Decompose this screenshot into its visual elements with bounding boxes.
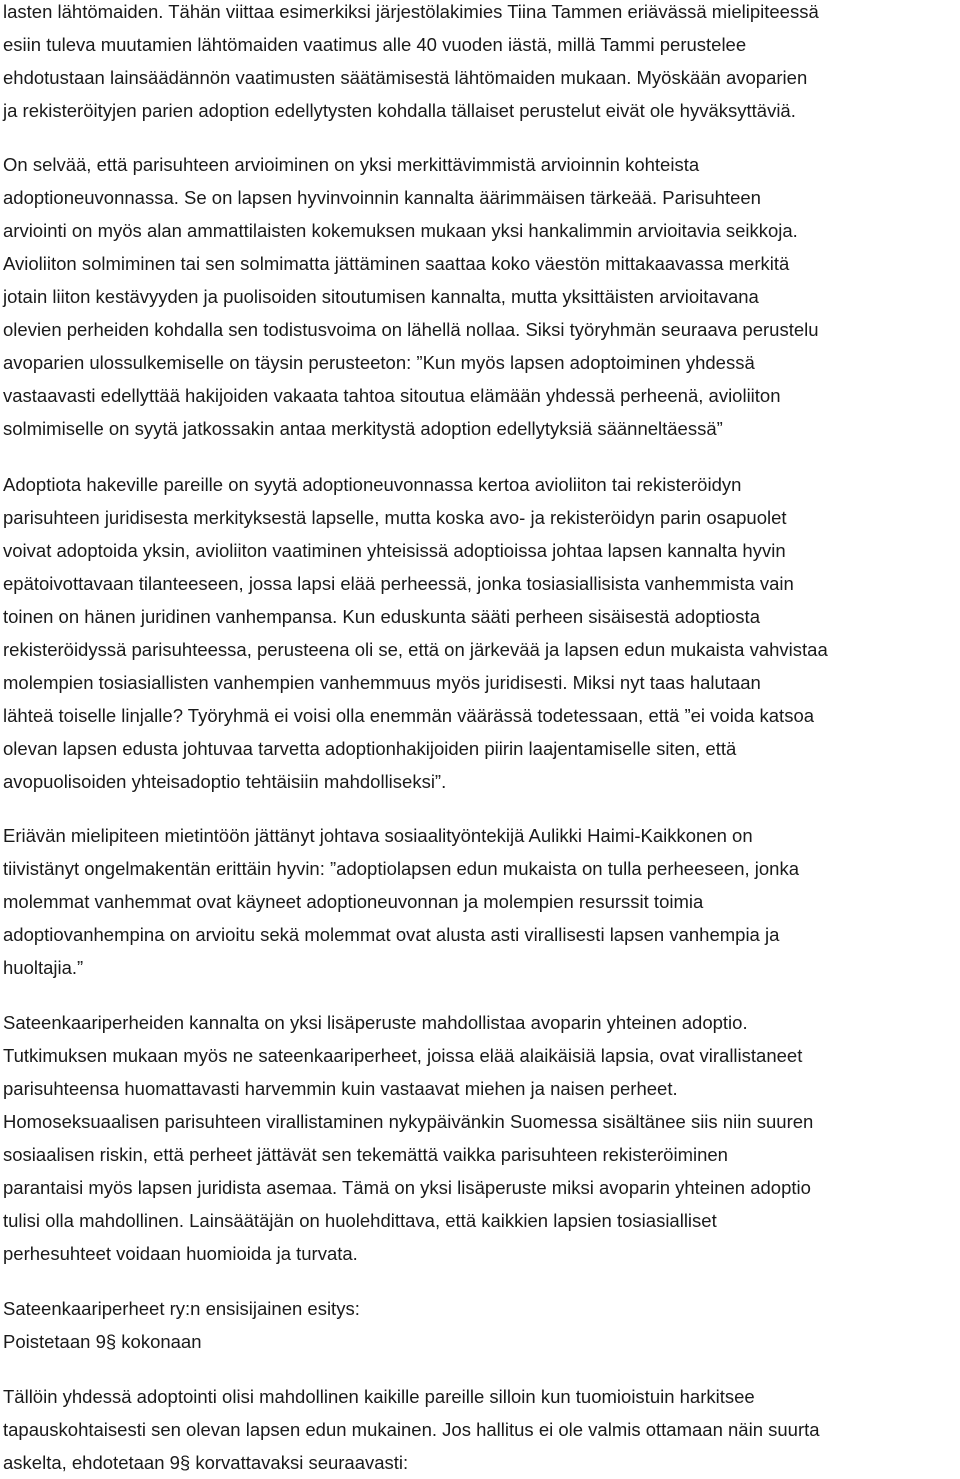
text-line: perhesuhteet voidaan huomioida ja turvata. <box>3 1243 358 1264</box>
text-line: solmimiselle on syytä jatkossakin antaa merkitystä adoption edellytyksiä säänneltäessä” <box>3 418 723 439</box>
text-line: ehdotustaan lainsäädännön vaatimusten säätämisestä lähtömaiden mukaan. Myöskään avoparien <box>3 67 808 88</box>
text-line: huoltajia.” <box>3 957 84 978</box>
text-line: Tällöin yhdessä adoptointi olisi mahdollinen kaikille pareille silloin kun tuomioistuin harkitsee <box>3 1386 755 1407</box>
text-line: askelta, ehdotetaan 9§ korvattavaksi seuraavasti: <box>3 1452 409 1473</box>
text-line: jotain liiton kestävyyden ja puolisoiden sitoutumisen kannalta, mutta yksittäisten arvioitavana <box>3 286 759 307</box>
text-line: tulisi olla mahdollinen. Lainsäätäjän on huolehdittava, että kaikkien lapsien tosiasialliset <box>3 1210 717 1231</box>
text-line: lasten lähtömaiden. Tähän viittaa esimerkiksi järjestölakimies Tiina Tammen eriävässä mielipiteessä <box>3 1 819 22</box>
text-line: parisuhteen juridisesta merkityksestä lapselle, mutta koska avo- ja rekisteröidyn parin osapuolet <box>3 507 787 528</box>
text-line: adoptiovanhempina on arvioitu sekä molemmat ovat alusta asti virallisesti lapsen vanhempia ja <box>3 924 780 945</box>
text-line: tapauskohtaisesti sen olevan lapsen edun mukainen. Jos hallitus ei ole valmis ottamaan näin suurta <box>3 1419 820 1440</box>
text-line: arviointi on myös alan ammattilaisten kokemuksen mukaan yksi hankalimmin arvioitavia seikkoja. <box>3 220 798 241</box>
text-line: Adoptiota hakeville pareille on syytä adoptioneuvonnassa kertoa avioliiton tai rekisteröidyn <box>3 474 742 495</box>
text-line: rekisteröidyssä parisuhteessa, perusteena oli se, että on järkevää ja lapsen edun mukaista vahvistaa <box>3 639 828 660</box>
text-line: tiivistänyt ongelmakentän erittäin hyvin: ”adoptiolapsen edun mukaista on tulla perheeseen, jonka <box>3 858 799 879</box>
text-line: ja rekisteröityjen parien adoption edellytysten kohdalla tällaiset perustelut eivät ole hyväksyttäviä. <box>3 100 796 121</box>
text-line: Avioliiton solmiminen tai sen solmimatta jättäminen saattaa koko väestön mittakaavassa merkitä <box>3 253 790 274</box>
text-line: Tutkimuksen mukaan myös ne sateenkaariperheet, joissa elää alaikäisiä lapsia, ovat virallistaneet <box>3 1045 803 1066</box>
text-line: Sateenkaariperheet ry:n ensisijainen esitys: <box>3 1298 360 1319</box>
text-line: Eriävän mielipiteen mietintöön jättänyt johtava sosiaalityöntekijä Aulikki Haimi-Kaikkonen on <box>3 825 753 846</box>
text-line: Poistetaan 9§ kokonaan <box>3 1331 202 1352</box>
text-line: olevien perheiden kohdalla sen todistusvoima on lähellä nollaa. Siksi työryhmän seuraava perustelu <box>3 319 819 340</box>
text-line: epätoivottavaan tilanteeseen, jossa lapsi elää perheessä, jonka tosiasiallisista vanhemmista vain <box>3 573 794 594</box>
text-line: sosiaalisen riskin, että perheet jättävät sen tekemättä vaikka parisuhteen rekisteröiminen <box>3 1144 728 1165</box>
text-line: parantaisi myös lapsen juridista asemaa. Tämä on yksi lisäperuste miksi avoparin yhteinen adoptio <box>3 1177 811 1198</box>
text-line: olevan lapsen edusta johtuvaa tarvetta adoptionhakijoiden piirin laajentamiselle siten, että <box>3 738 737 759</box>
text-line: adoptioneuvonnassa. Se on lapsen hyvinvoinnin kannalta äärimmäisen tärkeää. Parisuhteen <box>3 187 761 208</box>
text-line: voivat adoptoida yksin, avioliiton vaatiminen yhteisissä adoptioissa johtaa lapsen kannalta hyvin <box>3 540 786 561</box>
text-line: avopuolisoiden yhteisadoptio tehtäisiin mahdolliseksi”. <box>3 771 447 792</box>
text-line: molemmat vanhemmat ovat käyneet adoptioneuvonnan ja molempien resurssit toimia <box>3 891 704 912</box>
text-line: Sateenkaariperheiden kannalta on yksi lisäperuste mahdollistaa avoparin yhteinen adoptio. <box>3 1012 748 1033</box>
text-line: avoparien ulossulkemiselle on täysin perusteeton: ”Kun myös lapsen adoptoiminen yhdessä <box>3 352 755 373</box>
text-line: esiin tuleva muutamien lähtömaiden vaatimus alle 40 vuoden iästä, millä Tammi perustelee <box>3 34 747 55</box>
text-line: parisuhteensa huomattavasti harvemmin kuin vastaavat miehen ja naisen perheet. <box>3 1078 678 1099</box>
text-line: Homoseksuaalisen parisuhteen virallistaminen nykypäivänkin Suomessa sisältänee siis niin suuren <box>3 1111 814 1132</box>
text-line: molempien tosiasiallisten vanhempien vanhemmuus myös juridisesti. Miksi nyt taas halutaan <box>3 672 761 693</box>
text-line: vastaavasti edellyttää hakijoiden vakaata tahtoa sitoutua elämään yhdessä perheenä, avioliiton <box>3 385 781 406</box>
text-line: lähteä toiselle linjalle? Työryhmä ei voisi olla enemmän väärässä todetessaan, että ”ei voida katsoa <box>3 705 815 726</box>
text-line: On selvää, että parisuhteen arvioiminen on yksi merkittävimmistä arvioinnin kohteista <box>3 154 700 175</box>
text-line: toinen on hänen juridinen vanhempansa. Kun eduskunta sääti perheen sisäisestä adoptiosta <box>3 606 760 627</box>
